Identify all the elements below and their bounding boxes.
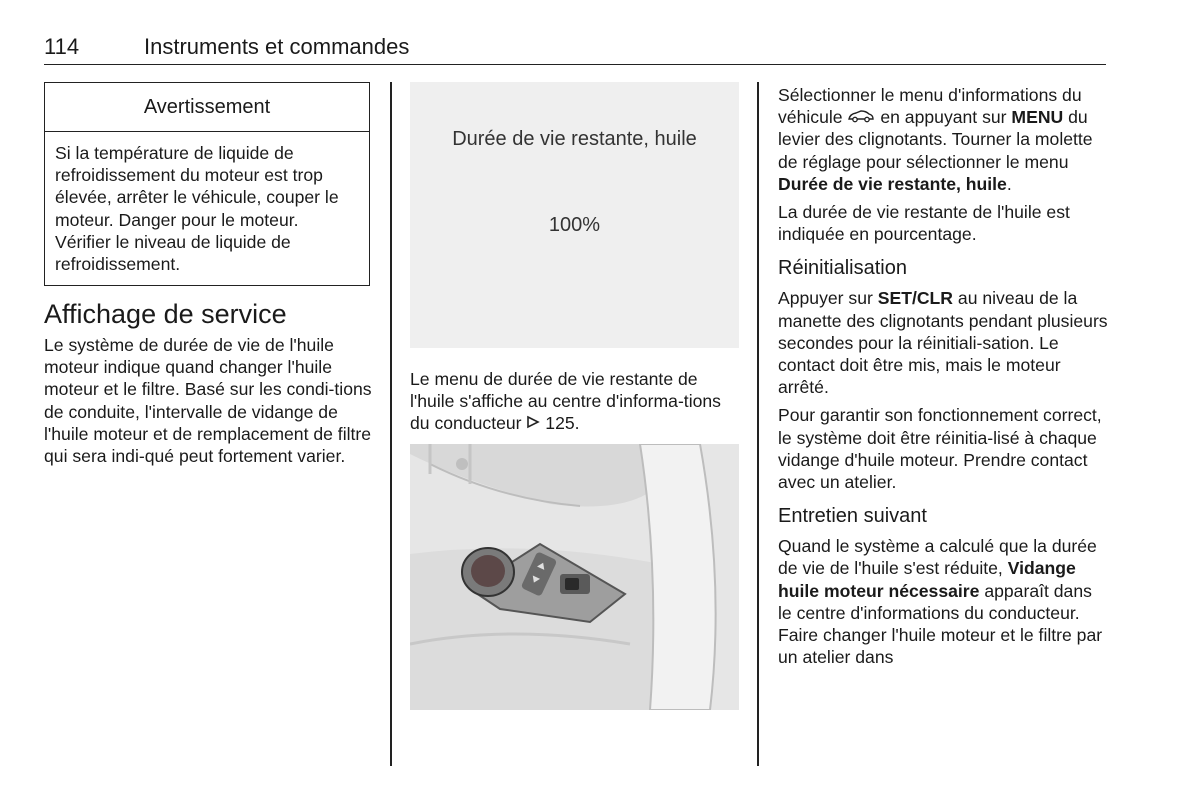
- warning-box: [44, 82, 370, 286]
- reset-heading: Réinitialisation: [778, 257, 907, 280]
- p1-end: .: [1006, 173, 1012, 194]
- service-heading: Affichage de service: [44, 299, 287, 329]
- paragraph-menu-select: [778, 84, 1110, 195]
- display-value: 100%: [548, 214, 601, 236]
- car-icon: [847, 106, 875, 128]
- p3-part-b: au niveau de la manette des clignotants pendant plusieurs secondes pour la réinitiali-sation. Le contact doit être mis, mais le moteur arrêté.: [778, 288, 1108, 398]
- service-paragraph: Le système de durée de vie de l'huile moteur indique quand changer l'huile moteur et le filtre. Basé sur les condi-tions de conduite, l'intervalle de vidange de l'huile moteur et de remplacement de filtre qui sera indi-qué peut fortement varier.: [44, 335, 372, 467]
- column-divider: [390, 82, 392, 766]
- warning-text: Si la température de liquide de refroidissement du moteur est trop élevée, arrêter le véhicule, couper le moteur. Danger pour le moteur. Vérifier le niveau de liquide de refroidissement.: [55, 143, 339, 275]
- p1-part-a: Sélectionner le menu d'informations du véhicule: [778, 85, 1082, 128]
- display-title: Durée de vie restante, huile: [452, 128, 697, 150]
- paragraph-reset-note: Pour garantir son fonctionnement correct, le système doit être réinitia-lisé à chaque vidange d'huile moteur. Prendre contact avec un atelier.: [778, 405, 1102, 493]
- oil-life-menu-keyword: Durée de vie restante, huile: [778, 173, 1007, 194]
- p5-part-a: Quand le système a calculé que la durée de vie de l'huile s'est réduite,: [778, 536, 1097, 579]
- turn-signal-lever-photo: [410, 444, 739, 710]
- page-reference-arrow-icon: [526, 412, 540, 434]
- set-clr-keyword: SET/CLR: [877, 288, 954, 309]
- column-divider: [757, 82, 759, 766]
- page-number: 114: [44, 34, 80, 59]
- caption-ref-page: 125.: [545, 413, 580, 434]
- oil-life-display: [410, 82, 739, 348]
- paragraph-next-service: [778, 535, 1110, 668]
- warning-title: Avertissement: [45, 83, 369, 132]
- page-header: [44, 34, 1106, 65]
- oil-change-message: Vidange huile moteur nécessaire: [778, 558, 1076, 601]
- p1-part-c: du levier des clignotants. Tourner la molette de réglage pour sélectionner le menu: [778, 107, 1093, 172]
- p3-part-a: Appuyer sur: [778, 288, 873, 309]
- paragraph-percentage: La durée de vie restante de l'huile est indiquée en pourcentage.: [778, 202, 1070, 245]
- service-section: [44, 298, 372, 473]
- paragraph-reset: [778, 287, 1110, 398]
- p1-part-b: en appuyant sur: [880, 107, 1007, 128]
- p5-part-b: apparaît dans le centre d'informations du conducteur. Faire changer l'huile moteur et le filtre par un atelier dans: [778, 580, 1103, 668]
- section-title: Instruments et commandes: [144, 34, 410, 59]
- menu-keyword: MENU: [1011, 107, 1064, 128]
- next-service-heading: Entretien suivant: [778, 505, 927, 528]
- right-column: [778, 84, 1110, 674]
- display-caption: [410, 368, 742, 435]
- caption-text: Le menu de durée de vie restante de l'huile s'affiche au centre d'informa-tions du conducteur: [410, 369, 721, 434]
